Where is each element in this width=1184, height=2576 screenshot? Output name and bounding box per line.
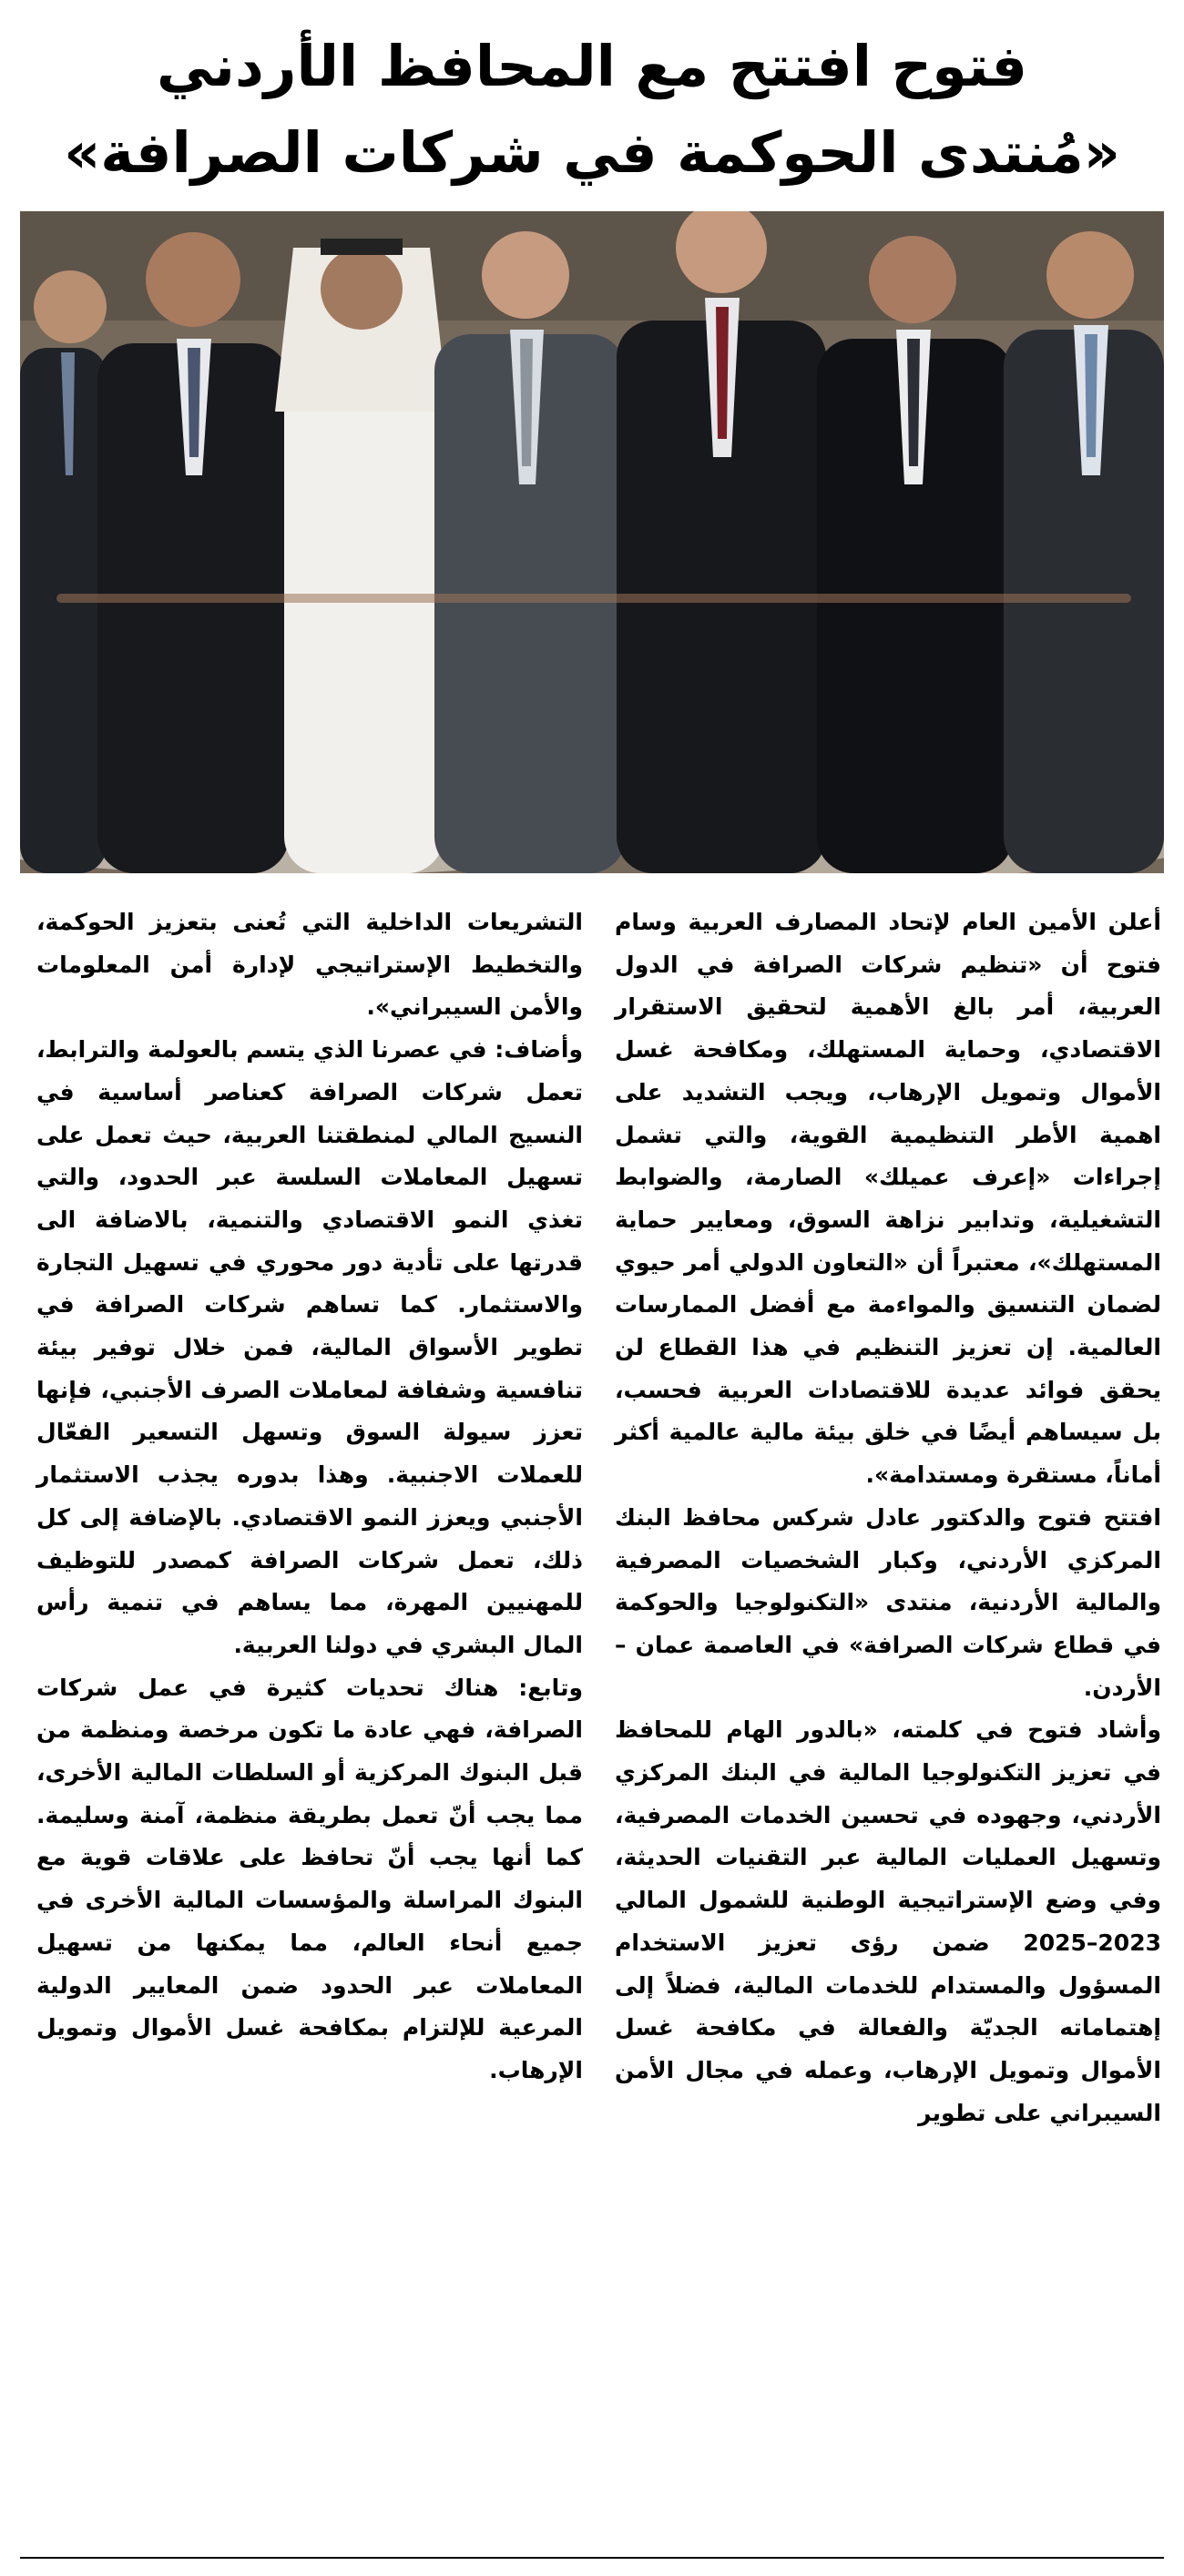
paragraph: أعلن الأمين العام لإتحاد المصارف العربية وسام فتوح أن «تنظيم شركات الصرافة في الدول العربية، أمر بالغ الأهمية لتحقيق الاستقرار الاقتصادي، وحماية المستهلك، ومكافحة غسل الأموال وتمويل الإرهاب، ويجب التشديد على اهمية الأطر التنظيمية القوية، والتي تشمل إجراءات «إعرف عميلك» الصارمة، والضوابط التشغيلية، وتدابير نزاهة السوق، ومعايير حماية المستهلك»، معتبراً أن «التعاون الدولي أمر حيوي لضمان التنسيق والمواءمة مع أفضل الممارسات العالمية. إن تعزيز التنظيم في هذا القطاع لن يحقق فوائد عديدة للاقتصادات العربية فحسب، بل سيساهم أيضًا في خلق بيئة مالية عالمية أكثر أماناً، مستقرة ومستدامة». [615, 909, 1161, 1489]
paragraph: التشريعات الداخلية التي تُعنى بتعزيز الحوكمة، والتخطيط الإستراتيجي لإدارة أمن المعلومات والأمن السيبراني». [36, 909, 583, 1021]
paragraph: وأشاد فتوح في كلمته، «بالدور الهام للمحافظ في تعزيز التكنولوجيا المالية في البنك المركزي الأردني، وجهوده في تحسين الخدمات المصرفية، وتسهيل العمليات المالية عبر التقنيات الحديثة، وفي وضع الإستراتيجية الوطنية للشمول المالي 2023–2025 ضمن رؤى تعزيز الاستخدام المسؤول والمستدام للخدمات المالية، فضلاً إلى إهتماماته الجديّة والفعالة في مكافحة غسل الأموال وتمويل الإرهاب، وعمله في مجال الأمن السيبراني على تطوير [615, 1716, 1161, 2126]
group-photo-icon [20, 211, 1164, 873]
headline-line-2: «مُنتدى الحوكمة في شركات الصرافة» [64, 119, 1120, 186]
paragraph: وأضاف: في عصرنا الذي يتسم بالعولمة والترابط، تعمل شركات الصرافة كعناصر أساسية في النسيج المالي لمنطقتنا العربية، حيث تعمل على تسهيل المعاملات السلسة عبر الحدود، والتي تغذي النمو الاقتصادي والتنمية، بالاضافة الى قدرتها على تأدية دور محوري في تسهيل التجارة والاستثمار. كما تساهم شركات الصرافة في تطوير الأسواق المالية، فمن خلال توفير بيئة تنافسية وشفافة لمعاملات الصرف الأجنبي، فإنها تعزز سيولة السوق وتسهل التسعير الفعّال للعملات الاجنبية. وهذا بدوره يجذب الاستثمار الأجنبي ويعزز النمو الاقتصادي. بالإضافة إلى كل ذلك، تعمل شركات الصرافة كمصدر للتوظيف للمهنيين المهرة، مما يساهم في تنمية رأس المال البشري في دولنا العربية. [36, 1036, 583, 1658]
headline-line-1: فتوح افتتح مع المحافظ الأردني [156, 33, 1028, 99]
article-left-column [36, 901, 583, 2092]
paragraph: وتابع: هناك تحديات كثيرة في عمل شركات الصرافة، فهي عادة ما تكون مرخصة ومنظمة من قبل البنوك المركزية أو السلطات المالية الأخرى، مما يجب أنّ تعمل بطريقة منظمة، آمنة وسليمة. كما أنها يجب أنّ تحافظ على علاقات قوية مع البنوك المراسلة والمؤسسات المالية الأخرى في جميع أنحاء العالم، مما يمكنها من تسهيل المعاملات عبر الحدود ضمن المعايير الدولية المرعية للإلتزام بمكافحة غسل الأموال وتمويل الإرهاب. [36, 1674, 583, 2083]
article-right-column [615, 901, 1161, 2134]
bottom-divider [20, 2557, 1164, 2559]
group-photo [20, 211, 1164, 873]
paragraph: افتتح فتوح والدكتور عادل شركس محافظ البنك المركزي الأردني، وكبار الشخصيات المصرفية والمالية الأردنية، منتدى «التكنولوجيا والحوكمة في قطاع شركات الصرافة» في العاصمة عمان – الأردن. [615, 1503, 1161, 1701]
